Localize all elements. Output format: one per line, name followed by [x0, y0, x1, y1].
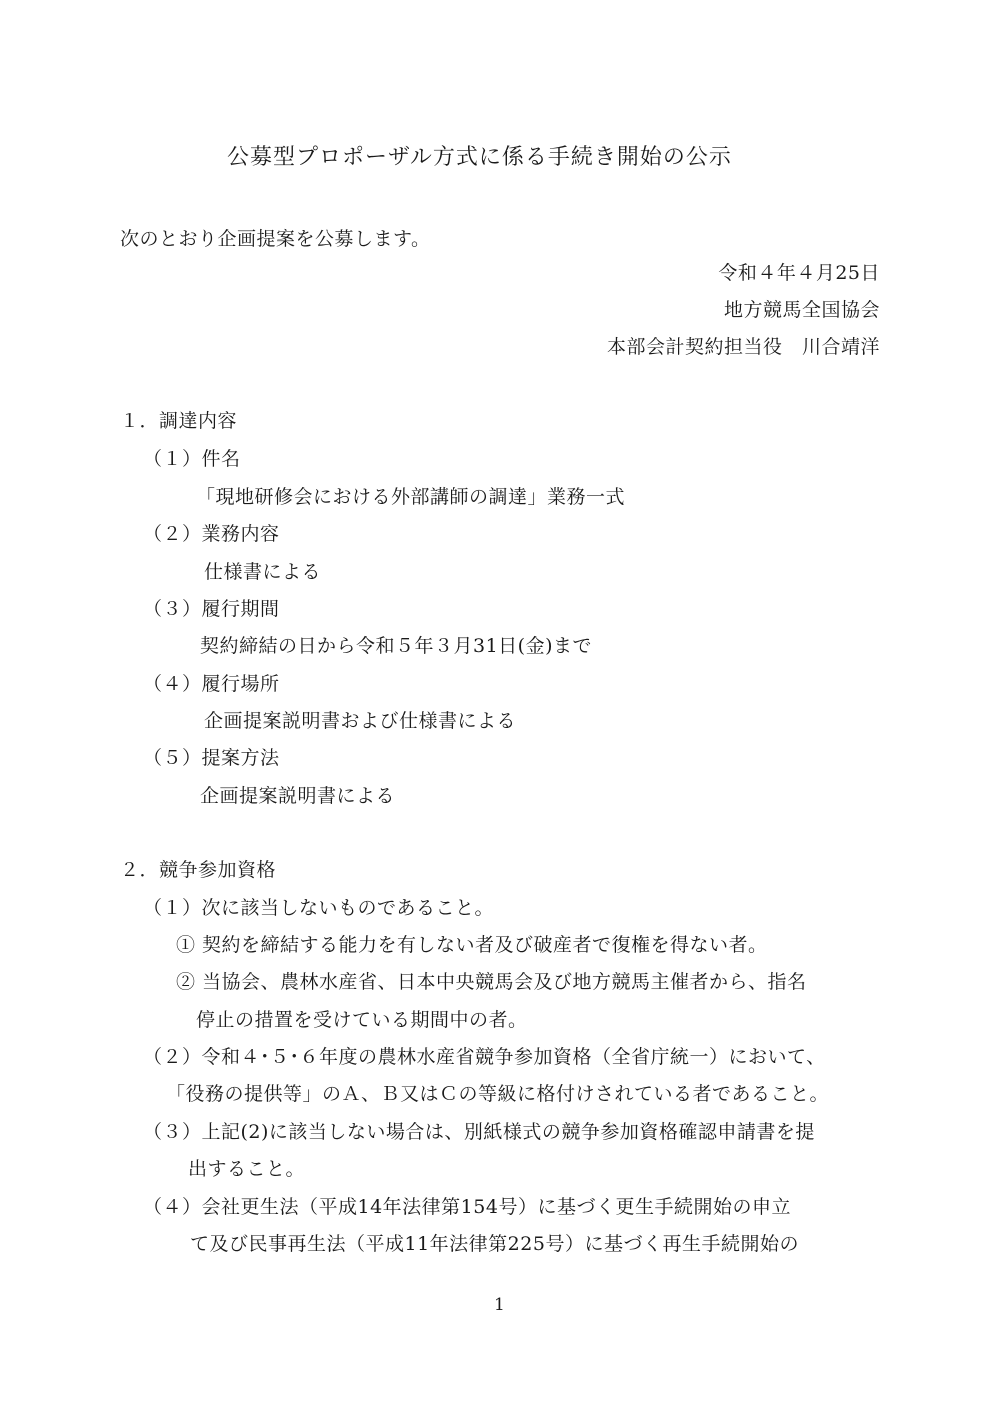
- official-name: 本部会計契約担当役 川合靖洋: [606, 336, 880, 358]
- section2-heading: ２．競争参加資格: [120, 859, 277, 881]
- page-number: 1: [494, 1295, 506, 1315]
- item-body: 「現地研修会における外部講師の調達」業務一式: [196, 486, 626, 508]
- qualification-subitem: ① 契約を締結する能力を有しない者及び破産者で復権を得ない者。: [176, 934, 768, 956]
- qualification-item-continuation: 「役務の提供等」のＡ、Ｂ又はＣの等級に格付けされている者であること。: [166, 1083, 830, 1105]
- qualification-subitem: ② 当協会、農林水産省、日本中央競馬会及び地方競馬主催者から、指名: [176, 971, 807, 993]
- organization-name: 地方競馬全国協会: [723, 299, 880, 321]
- item-body: 企画提案説明書による: [200, 785, 396, 807]
- item-label: （２）業務内容: [143, 523, 280, 545]
- item-label: （１）件名: [143, 448, 241, 470]
- qualification-subitem-continuation: 停止の措置を受けている期間中の者。: [196, 1009, 528, 1031]
- qualification-item: （４）会社更生法（平成14年法律第154号）に基づく更生手続開始の申立: [143, 1196, 791, 1218]
- item-body: 契約締結の日から令和５年３月31日(金)まで: [200, 635, 593, 657]
- item-label: （４）履行場所: [143, 673, 280, 695]
- document-title: 公募型プロポーザル方式に係る手続き開始の公示: [227, 145, 732, 170]
- item-body: 企画提案説明書および仕様書による: [204, 710, 517, 732]
- item-label: （５）提案方法: [143, 747, 280, 769]
- item-label: （３）履行期間: [143, 598, 280, 620]
- qualification-item-continuation: 出すること。: [188, 1158, 306, 1180]
- section1-heading: １．調達内容: [120, 410, 238, 432]
- qualification-item: （３）上記(2)に該当しない場合は、別紙様式の競争参加資格確認申請書を提: [143, 1121, 815, 1143]
- document-date: 令和４年４月25日: [718, 262, 880, 284]
- qualification-item: （１）次に該当しないものであること。: [143, 897, 495, 919]
- intro-text: 次のとおり企画提案を公募します。: [120, 228, 431, 250]
- qualification-item-continuation: て及び民事再生法（平成11年法律第225号）に基づく再生手続開始の: [190, 1233, 799, 1255]
- item-body: 仕様書による: [204, 561, 322, 583]
- qualification-item: （２）令和４･５･６年度の農林水産省競争参加資格（全省庁統一）において、: [143, 1046, 826, 1068]
